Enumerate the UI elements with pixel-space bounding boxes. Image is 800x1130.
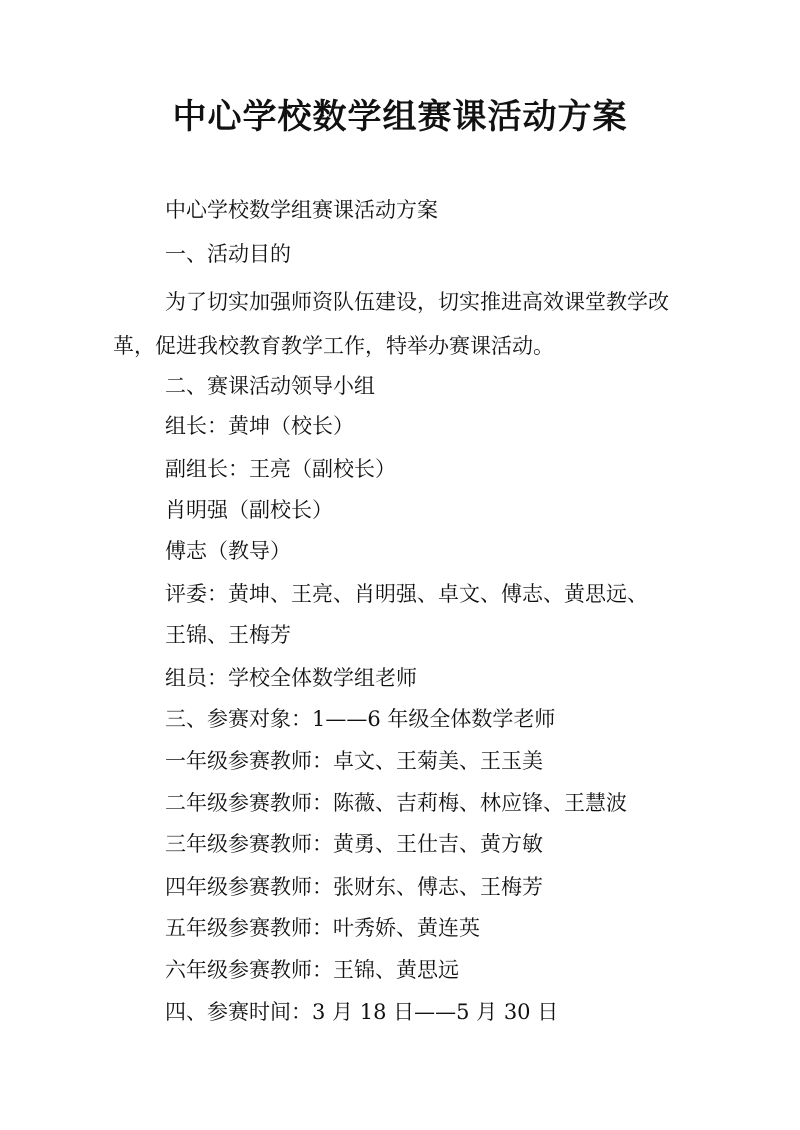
grade-teachers-line: 五年级参赛教师：叶秀娇、黄连英 [165, 916, 480, 940]
section-heading-leadership: 二、赛课活动领导小组 [165, 374, 375, 398]
grade-teachers-line: 二年级参赛教师：陈薇、吉莉梅、林应锋、王慧波 [165, 791, 627, 815]
member-line: 傅志（教导） [165, 539, 291, 563]
leader-line: 组长：黄坤（校长） [165, 414, 354, 438]
page-title: 中心学校数学组赛课活动方案 [172, 97, 628, 137]
paragraph-line: 为了切实加强师资队伍建设，切实推进高效课堂教学改 [165, 290, 669, 314]
vice-leader-line: 副组长：王亮（副校长） [165, 457, 396, 481]
grade-teachers-line: 一年级参赛教师：卓文、王菊美、王玉美 [165, 749, 543, 773]
section-heading-schedule: 四、参赛时间：3 月 18 日——5 月 30 日 [165, 1000, 559, 1024]
paragraph-line: 革，促进我校教育教学工作，特举办赛课活动。 [113, 334, 554, 358]
judges-line: 评委：黄坤、王亮、肖明强、卓文、傅志、黄思远、 [165, 582, 648, 606]
judges-line: 王锦、王梅芳 [165, 623, 291, 647]
grade-teachers-line: 六年级参赛教师：王锦、黄思远 [165, 958, 459, 982]
section-heading-participants: 三、参赛对象：1——6 年级全体数学老师 [165, 707, 556, 731]
section-heading-purpose: 一、活动目的 [165, 242, 291, 266]
subtitle-line: 中心学校数学组赛课活动方案 [165, 198, 438, 222]
members-line: 组员：学校全体数学组老师 [165, 666, 417, 690]
grade-teachers-line: 三年级参赛教师：黄勇、王仕吉、黄方敏 [165, 832, 543, 856]
grade-teachers-line: 四年级参赛教师：张财东、傅志、王梅芳 [165, 875, 543, 899]
vice-leader-line: 肖明强（副校长） [165, 498, 333, 522]
